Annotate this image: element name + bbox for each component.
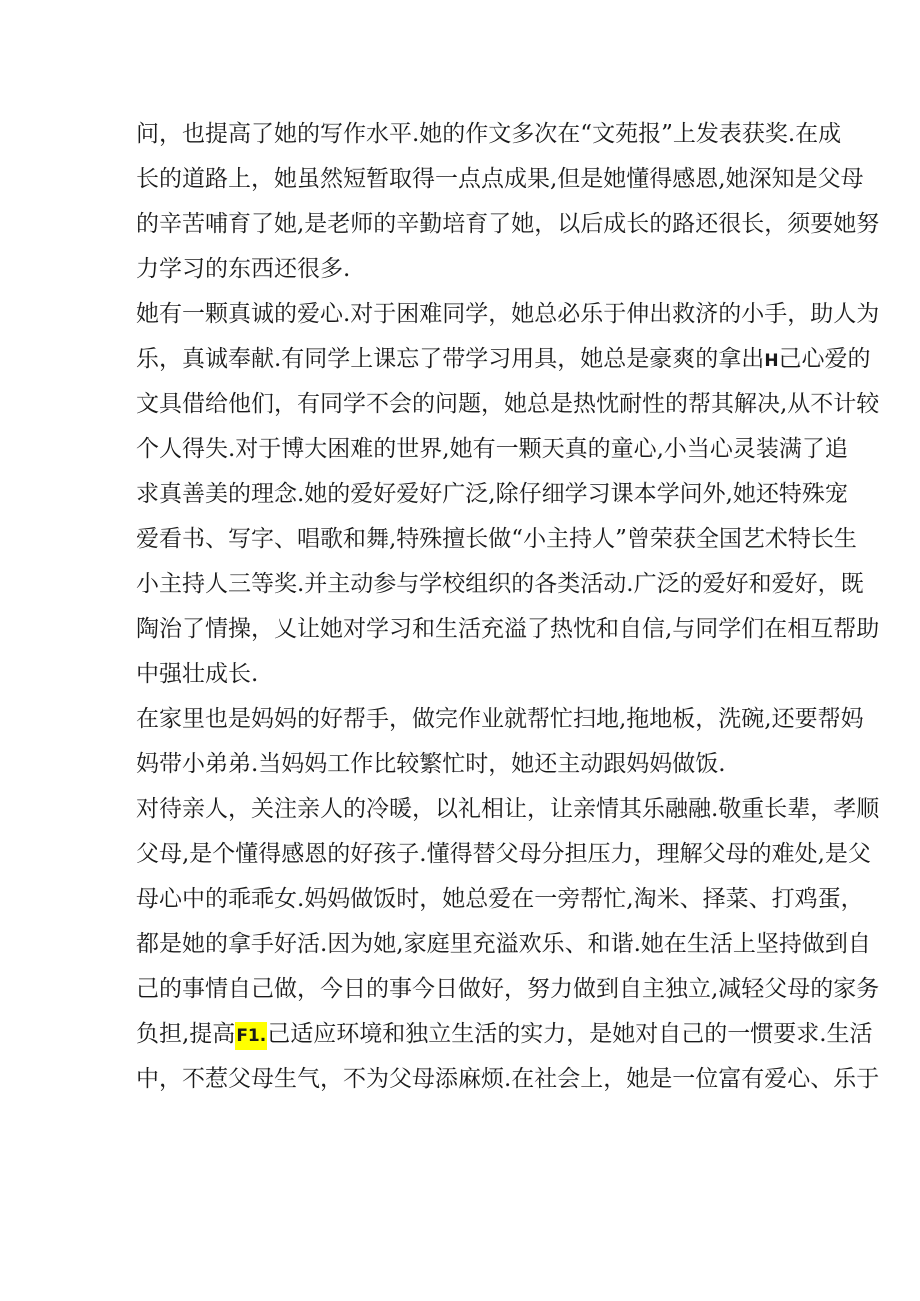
text-segment: 己适应环境和独立生活的实力，是她对自己的一惯要求.生活 <box>267 1021 873 1047</box>
text-line: 在家里也是妈妈的好帮手，做完作业就帮忙扫地,拖地板，洗碗,还要帮妈 <box>136 706 864 732</box>
text-line <box>136 1012 873 1057</box>
text-segment: 负担,提高 <box>136 1021 236 1047</box>
document-body <box>136 112 880 1102</box>
text-line: 求真善美的理念.她的爱好爱好广泛,除仔细学习课本学问外,她还特殊宠 <box>136 481 848 507</box>
text-segment: 己心爱的 <box>778 346 871 372</box>
text-line: 文具借给他们，有同学不会的问题，她总是热忱耐性的帮其解决,从不计较 <box>136 391 880 417</box>
text-line: 中，不惹父母生气，不为父母添麻烦.在社会上，她是一位富有爱心、乐于 <box>136 1066 880 1092</box>
text-line: 父母,是个懂得感恩的好孩子.懂得替父母分担压力，理解父母的难处,是父 <box>136 841 871 867</box>
text-line: 母心中的乖乖女.妈妈做饭时，她总爱在一旁帮忙,淘米、择菜、打鸡蛋， <box>136 886 864 912</box>
text-segment: 乐，真诚奉献.有同学上课忘了带学习用具，她总是豪爽的拿出 <box>136 346 765 372</box>
text-line: 力学习的东西还很多. <box>136 256 351 282</box>
text-line: 问，也提高了她的写作水平.她的作文多次在“文苑报”上发表获奖.在成 <box>136 121 842 147</box>
text-line: 小主持人三等奖.并主动参与学校组织的各类活动.广泛的爱好和爱好，既 <box>136 571 864 597</box>
text-line: 都是她的拿手好活.因为她,家庭里充溢欢乐、和谐.她在生活上坚持做到自 <box>136 931 871 957</box>
glyph-h: H <box>764 351 779 371</box>
text-line: 长的道路上，她虽然短暂取得一点点成果,但是她懂得感恩,她深知是父母 <box>136 166 864 192</box>
text-line: 对待亲人，关注亲人的冷暖，以礼相让，让亲情其乐融融.敬重长辈，孝顺 <box>136 796 880 822</box>
text-line: 她有一颗真诚的爱心.对于困难同学，她总必乐于伸出救济的小手，助人为 <box>136 301 880 327</box>
text-line: 爱看书、写字、唱歌和舞,特殊擅长做“小主持人”曾荣获全国艺术特长生 <box>136 526 857 552</box>
text-line: 的辛苦哺育了她,是老师的辛勤培育了她，以后成长的路还很长，须要她努 <box>136 211 880 237</box>
text-line <box>136 337 871 382</box>
text-line: 陶治了情操，乂让她对学习和生活充溢了热忱和自信,与同学们在相互帮助 <box>136 616 880 642</box>
highlight-mark: F1. <box>235 1022 267 1050</box>
text-line: 己的事情自己做，今日的事今日做好，努力做到自主独立,减轻父母的家务 <box>136 976 880 1002</box>
text-line: 妈带小弟弟.当妈妈工作比较繁忙时，她还主动跟妈妈做饭. <box>136 751 726 777</box>
text-line: 个人得失.对于博大困难的世界,她有一颗天真的童心,小当心灵装满了追 <box>136 436 848 462</box>
text-line: 中强壮成长. <box>136 661 259 687</box>
